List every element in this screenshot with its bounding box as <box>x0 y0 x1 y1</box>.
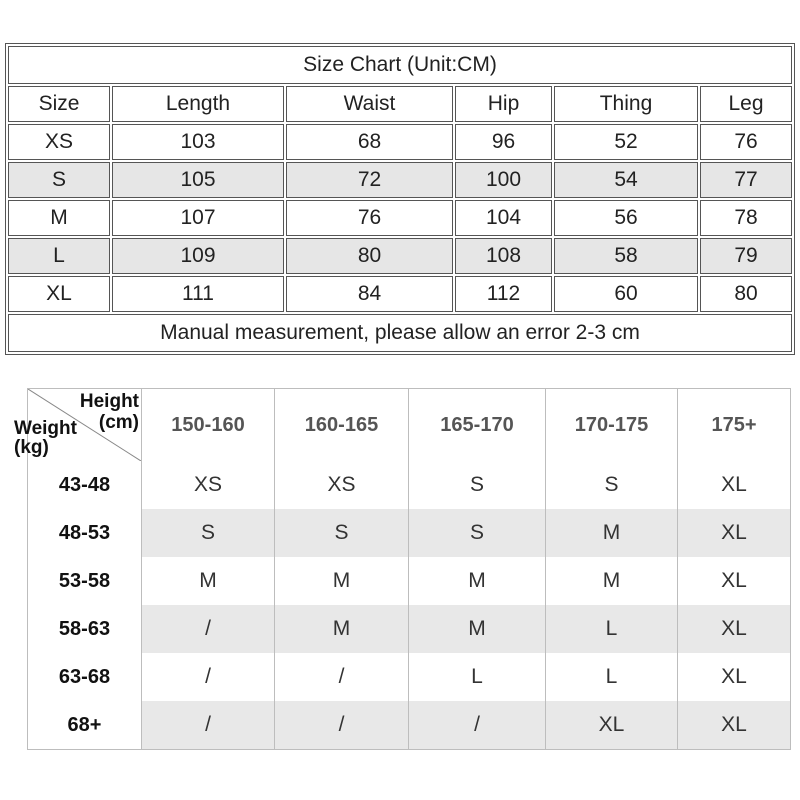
header-hip: Hip <box>455 86 552 122</box>
cell-length: 109 <box>112 238 284 274</box>
header-thing: Thing <box>554 86 698 122</box>
weight-range: 58-63 <box>28 605 142 653</box>
cell-hip: 108 <box>455 238 552 274</box>
size-cell: / <box>275 653 409 701</box>
cell-length: 107 <box>112 200 284 236</box>
cell-leg: 80 <box>700 276 792 312</box>
cell-thing: 58 <box>554 238 698 274</box>
size-cell: XL <box>678 701 791 750</box>
weight-range: 68+ <box>28 701 142 750</box>
fit-row <box>28 605 791 653</box>
height-range-header: 150-160 <box>142 389 275 462</box>
size-cell: XL <box>721 569 747 592</box>
size-cell: M <box>142 557 275 605</box>
cell-size: S <box>8 162 110 198</box>
height-weight-fit-table <box>14 388 791 750</box>
cell-leg: 76 <box>700 124 792 160</box>
size-row-xl <box>8 276 792 312</box>
header-length: Length <box>112 86 284 122</box>
height-range-header: 170-175 <box>546 389 678 462</box>
corner-header-cell <box>14 389 142 462</box>
size-cell: XL <box>721 473 747 496</box>
cell-length: 105 <box>112 162 284 198</box>
size-cell: M <box>409 605 546 653</box>
size-cell: XL <box>721 665 747 688</box>
fit-row <box>28 509 791 557</box>
corner-weight-label <box>14 419 77 457</box>
weight-range: 43-48 <box>28 461 142 509</box>
cell-leg: 77 <box>700 162 792 198</box>
cell-thing: 60 <box>554 276 698 312</box>
size-cell: / <box>142 605 275 653</box>
cell-length: 103 <box>112 124 284 160</box>
size-chart-note-row <box>8 314 792 352</box>
size-chart-table <box>5 43 795 355</box>
cell-leg: 79 <box>700 238 792 274</box>
fit-header-row <box>28 389 791 462</box>
cell-size: L <box>8 238 110 274</box>
size-cell: M <box>546 509 678 557</box>
weight-range: 63-68 <box>28 653 142 701</box>
size-chart-title: Size Chart (Unit:CM) <box>8 46 792 84</box>
cell-thing: 52 <box>554 124 698 160</box>
weight-range: 48-53 <box>28 509 142 557</box>
size-row-l <box>8 238 792 274</box>
cell-waist: 68 <box>286 124 453 160</box>
size-cell: S <box>409 509 546 557</box>
weight-range: 53-58 <box>28 557 142 605</box>
cell-size: M <box>8 200 110 236</box>
height-label: Height <box>79 391 139 412</box>
cell-waist: 84 <box>286 276 453 312</box>
size-cell: / <box>409 701 546 750</box>
size-cell: M <box>546 557 678 605</box>
weight-label: Weight <box>14 418 77 439</box>
fit-row <box>28 461 791 509</box>
size-cell: XL <box>678 509 791 557</box>
cell-waist: 80 <box>286 238 453 274</box>
size-cell: M <box>275 557 409 605</box>
size-cell: XS <box>275 461 409 509</box>
size-cell: XL <box>678 605 791 653</box>
size-row-m <box>8 200 792 236</box>
height-range-header: 165-170 <box>409 389 546 462</box>
size-cell: L <box>409 653 546 701</box>
measurement-note: Manual measurement, please allow an error 2-3 cm <box>8 314 792 352</box>
cell-waist: 72 <box>286 162 453 198</box>
fit-row <box>28 653 791 701</box>
size-row-s <box>8 162 792 198</box>
cell-hip: 96 <box>455 124 552 160</box>
size-cell: S <box>142 509 275 557</box>
size-chart-header-row <box>8 86 792 122</box>
header-waist: Waist <box>286 86 453 122</box>
cell-leg: 78 <box>700 200 792 236</box>
size-cell: / <box>142 701 275 750</box>
size-row-xs <box>8 124 792 160</box>
cell-length: 111 <box>112 276 284 312</box>
size-cell: / <box>142 653 275 701</box>
size-cell: M <box>275 605 409 653</box>
header-leg: Leg <box>700 86 792 122</box>
header-size: Size <box>8 86 110 122</box>
height-unit: (cm) <box>98 412 139 433</box>
cell-hip: 104 <box>455 200 552 236</box>
cell-thing: 54 <box>554 162 698 198</box>
size-cell: M <box>409 557 546 605</box>
size-cell: S <box>275 509 409 557</box>
size-cell: L <box>546 653 678 701</box>
fit-row <box>28 557 791 605</box>
cell-hip: 112 <box>455 276 552 312</box>
cell-size: XL <box>8 276 110 312</box>
cell-waist: 76 <box>286 200 453 236</box>
height-range-header: 175+ <box>711 413 757 436</box>
size-cell: S <box>546 461 678 509</box>
corner-height-label <box>80 391 139 433</box>
size-cell: S <box>409 461 546 509</box>
size-cell: XS <box>142 461 275 509</box>
size-cell: XL <box>546 701 678 750</box>
weight-unit: (kg) <box>14 437 49 458</box>
size-cell: L <box>546 605 678 653</box>
cell-size: XS <box>8 124 110 160</box>
height-range-header: 160-165 <box>275 389 409 462</box>
fit-row <box>28 701 791 750</box>
size-chart-title-row <box>8 46 792 84</box>
cell-thing: 56 <box>554 200 698 236</box>
size-cell: / <box>275 701 409 750</box>
cell-hip: 100 <box>455 162 552 198</box>
